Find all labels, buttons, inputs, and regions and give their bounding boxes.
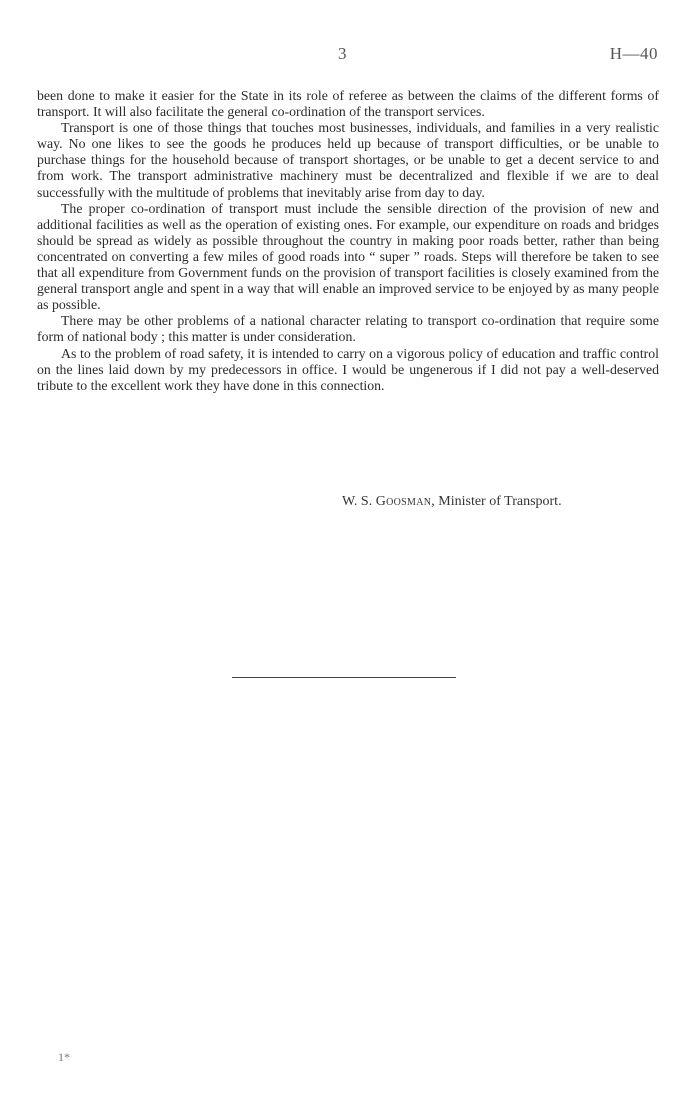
printer-signature-mark: 1*	[58, 1050, 70, 1064]
signature-surname: Goosman	[375, 494, 432, 509]
paragraph-transport-realistic: Transport is one of those things that touches most businesses, individuals, and families in a very realistic way. No one likes to see the goods he produces held up because of transport difficulties, or be unable to purchase things for the household because of transport shortages, or be unable to get a decent service to and from work. The transport administrative machinery must be decentralized and flexible if we are to deal successfully with the multitude of problems that inevitably arise from day to day.	[37, 120, 659, 200]
paragraph-national-body: There may be other problems of a national character relating to transport co-ordination that require some form of national body ; this matter is under consideration.	[37, 313, 659, 345]
document-reference: H—40	[609, 44, 658, 63]
page-number: 3	[338, 44, 347, 63]
paragraph-road-safety: As to the problem of road safety, it is intended to carry on a vigorous policy of education and traffic control on the lines laid down by my predecessors in office. I would be ungenerous if I did not pay a well-deserved tribute to the excellent work they have done in this connection.	[37, 345, 659, 393]
signature-title: , Minister of Transport.	[431, 494, 562, 509]
body-text	[37, 88, 659, 394]
paragraph-coordination: The proper co-ordination of transport must include the sensible direction of the provision of new and additional facilities as well as the operation of existing ones. For example, our expenditure on roads and bridges should be spread as widely as possible throughout the country in making poor roads better, rather than being concentrated on converting a few miles of good roads into “ super ” roads. Steps will therefore be taken to see that all expenditure from Government funds on the provision of transport facilities is closely examined from the general transport angle and spent in a way that will enable an improved service to be enjoyed by as many people as possible.	[37, 200, 659, 313]
section-divider	[232, 677, 456, 678]
signature-line	[342, 494, 562, 510]
paragraph-continuation: been done to make it easier for the State in its role of referee as between the claims of the different forms of transport. It will also facilitate the general co-ordination of the transport services.	[37, 88, 659, 120]
signature-initials: W. S.	[342, 494, 373, 509]
